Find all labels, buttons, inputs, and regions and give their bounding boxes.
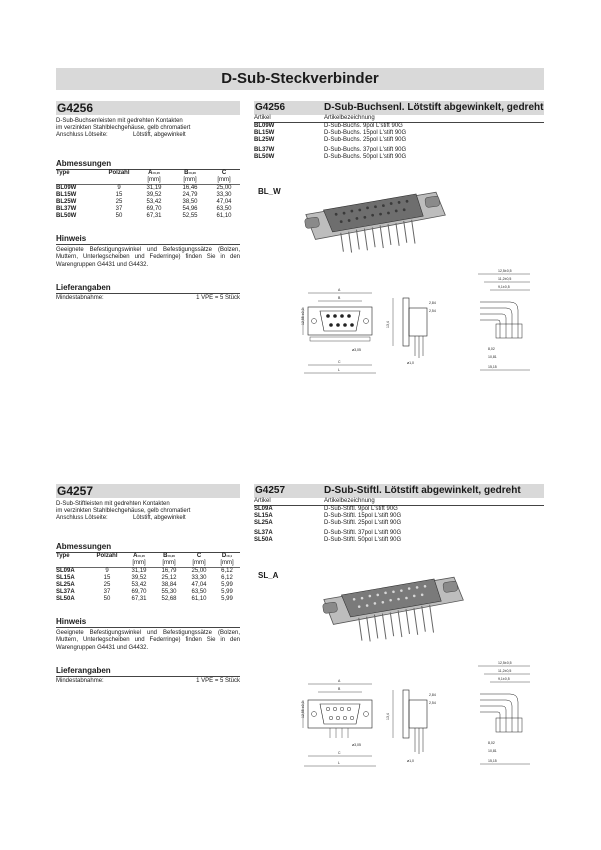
type-cell: BL50W (56, 213, 77, 219)
connector-photo-bl-w (300, 195, 450, 255)
dim-label-a: A (338, 679, 341, 683)
article-number: BL15W (254, 130, 275, 136)
dimensions-heading: Abmessungen (56, 159, 240, 170)
dimension-row (56, 199, 240, 206)
value-cell: 38,50 (182, 199, 198, 205)
article-table (254, 498, 544, 544)
description-line: im verzinkten Stahlblechgehäuse, gelb chromatiert (56, 508, 191, 514)
value-cell: 25 (103, 582, 111, 588)
dim-label-b: B (338, 296, 341, 300)
dim-hole-dia: ø3,05 (352, 348, 361, 352)
description-line: D-Sub-Buchsenleisten mit gedrehten Kontakten (56, 118, 183, 124)
article-row (254, 123, 544, 130)
value-cell: 39,52 (131, 575, 147, 581)
dimension-row (56, 596, 240, 603)
value-cell: 16,79 (161, 568, 177, 574)
value-cell: 54,96 (182, 206, 198, 212)
liefer-heading: Lieferangaben (56, 283, 240, 294)
type-cell: SL50A (56, 596, 75, 602)
dim-front-height: 12,55 ±0,3 (301, 308, 305, 325)
article-designation: D-Sub-Stiftl. 37pol L'stift 90G (324, 530, 402, 536)
article-code: G4256 (255, 102, 286, 113)
dimension-row (56, 568, 240, 576)
tolerance: ±0,20 (188, 171, 196, 175)
front-view-drawing-sl-a (300, 676, 380, 776)
dimension-row (56, 192, 240, 199)
col-header-polzahl: Polzahl (96, 553, 118, 559)
article-title: D-Sub-Buchsenl. Lötstift abgewinkelt, gedreht (324, 102, 544, 113)
liefer-label: Mindestabnahme: (56, 294, 104, 301)
article-number: SL25A (254, 520, 273, 526)
article-designation: D-Sub-Buchs. 15pol L'stift 90G (324, 130, 407, 136)
value-cell: 6,12 (221, 568, 233, 574)
dim-label-l: L (338, 368, 340, 372)
dim-right-mid: 11,2±0,5 (498, 277, 512, 281)
product-description (56, 501, 240, 522)
dimension-row (56, 582, 240, 589)
unit-cell: [mm] (154, 560, 184, 568)
col-header-d: D (221, 553, 227, 559)
tolerance: ±0,15 (152, 171, 160, 175)
value-cell: 69,70 (146, 206, 162, 212)
tolerance: ±0,1 (226, 554, 233, 558)
dim-right-b3: 15,15 (488, 759, 497, 763)
value-cell: 67,31 (146, 213, 162, 219)
article-row (254, 154, 544, 161)
article-list-g4256 (254, 101, 544, 161)
dim-label-a: A (338, 288, 341, 292)
type-cell: BL09W (56, 185, 77, 191)
value-cell: 50 (103, 596, 111, 602)
dim-pitch-h: 2,84 (429, 693, 436, 697)
article-designation: D-Sub-Stiftl. 9pol L'stift 90G (324, 506, 398, 512)
series-label-bl-w: BL_W (258, 187, 281, 196)
hinweis-heading: Hinweis (56, 234, 240, 245)
value-cell: 15 (103, 575, 111, 581)
value-cell: 5,99 (221, 596, 233, 602)
value-cell: 63,50 (216, 206, 232, 212)
dim-right-mid2: 9,1±0,5 (498, 677, 510, 681)
value-cell: 15 (115, 192, 123, 198)
series-label-sl-a: SL_A (258, 571, 279, 580)
dim-right-b3: 15,15 (488, 365, 497, 369)
dimension-row (56, 589, 240, 596)
article-designation: D-Sub-Buchs. 25pol L'stift 90G (324, 137, 407, 143)
value-cell: 50 (115, 213, 123, 219)
dim-right-b1: 8,02 (488, 741, 495, 745)
dim-pitch-h: 2,84 (429, 301, 436, 305)
col-header-b: B (163, 553, 168, 559)
front-view-drawing-bl-w (300, 285, 380, 385)
article-row (254, 506, 544, 513)
dim-pin-dia: ø1,0 (407, 759, 415, 763)
article-number: BL37W (254, 147, 275, 153)
value-cell: 9 (117, 185, 121, 191)
dim-right-top: 12,5±0,5 (498, 661, 512, 665)
value-cell: 47,04 (191, 582, 207, 588)
unit-cell: [mm] (124, 560, 154, 568)
value-cell: 52,55 (182, 213, 198, 219)
tolerance: ±0,15 (137, 554, 145, 558)
col-header-a: A (133, 553, 138, 559)
value-cell: 63,50 (191, 589, 207, 595)
type-cell: SL09A (56, 568, 75, 574)
dim-front-height: 12,55 ±0,3 (301, 701, 305, 718)
value-cell: 5,99 (221, 582, 233, 588)
article-row (254, 137, 544, 144)
value-cell: 16,46 (182, 185, 198, 191)
liefer-row (56, 678, 240, 685)
value-cell: 61,10 (216, 213, 232, 219)
article-number: BL09W (254, 123, 275, 129)
value-cell: 55,30 (161, 589, 177, 595)
article-number: SL50A (254, 537, 273, 543)
connection-value: Lötstift, abgewinkelt (133, 515, 186, 521)
connection-row (56, 515, 240, 522)
liefer-row (56, 295, 240, 302)
value-cell: 6,12 (221, 575, 233, 581)
article-number: BL25W (254, 137, 275, 143)
article-code: G4257 (255, 485, 286, 496)
value-cell: 67,31 (131, 596, 147, 602)
unit-cell: [mm] (172, 177, 208, 185)
dimension-row (56, 575, 240, 582)
connection-label: Anschluss Lötseite: (56, 132, 108, 138)
detail-view-drawing-sl-a (470, 660, 544, 772)
article-designation: D-Sub-Buchs. 9pol L'stift 90G (324, 123, 403, 129)
article-table (254, 115, 544, 161)
article-number: SL09A (254, 506, 273, 512)
article-title-bar (254, 101, 544, 115)
liefer-label: Mindestabnahme: (56, 677, 104, 684)
article-number: SL15A (254, 513, 273, 519)
dim-label-b: B (338, 687, 341, 691)
dim-label-c: C (338, 751, 341, 755)
article-designation: D-Sub-Stiftl. 50pol L'stift 90G (324, 537, 402, 543)
article-designation: D-Sub-Stiftl. 25pol L'stift 90G (324, 520, 402, 526)
dim-side-total: 13,4 (386, 321, 390, 328)
col-header-a: A (148, 170, 153, 176)
product-code-g4256: G4256 (56, 101, 240, 115)
dim-label-l: L (338, 761, 340, 765)
dim-right-b2: 10,81 (488, 355, 497, 359)
product-info-g4257 (56, 484, 240, 685)
col-header-b: B (184, 170, 189, 176)
article-row (254, 130, 544, 137)
article-designation: D-Sub-Buchs. 37pol L'stift 90G (324, 147, 407, 153)
article-col-header: Artikel (254, 115, 271, 121)
dimension-row (56, 185, 240, 193)
dim-pin-dia: ø1,0 (407, 361, 415, 365)
type-cell: SL15A (56, 575, 75, 581)
unit-cell: [mm] (214, 560, 240, 568)
type-cell: SL25A (56, 582, 75, 588)
value-cell: 37 (103, 589, 111, 595)
col-header-c: C (196, 553, 202, 559)
dim-side-total: 13,4 (386, 713, 390, 720)
dimensions-heading: Abmessungen (56, 542, 240, 553)
side-view-drawing-sl-a (385, 680, 445, 770)
value-cell: 25,12 (161, 575, 177, 581)
page-title: D-Sub-Steckverbinder (56, 68, 544, 90)
dim-right-b2: 10,81 (488, 749, 497, 753)
connection-row (56, 132, 240, 139)
type-cell: SL37A (56, 589, 75, 595)
tolerance: ±0,20 (167, 554, 175, 558)
value-cell: 31,19 (131, 568, 147, 574)
value-cell: 25,00 (216, 185, 232, 191)
article-row (254, 537, 544, 544)
dim-right-mid: 11,2±0,5 (498, 669, 512, 673)
product-description (56, 118, 240, 139)
hinweis-text: Geeignete Befestigungswinkel und Befestigungssätze (Bolzen, Muttern, Unterlegscheiben und Federringe) finden Sie in den Warengruppen G4431 und G4432. (56, 247, 240, 268)
col-header-type: Type (56, 553, 70, 559)
value-cell: 25 (115, 199, 123, 205)
type-cell: BL25W (56, 199, 77, 205)
connector-photo-sl-a (318, 580, 468, 650)
type-cell: BL37W (56, 206, 77, 212)
article-designation: D-Sub-Stiftl. 15pol L'stift 90G (324, 513, 402, 519)
dim-hole-dia: ø3,05 (352, 743, 361, 747)
article-row (254, 530, 544, 537)
dim-pitch-v: 2,54 (429, 701, 436, 705)
value-cell: 5,99 (221, 589, 233, 595)
article-col-header: Artikel (254, 498, 271, 504)
dimensions-table (56, 170, 240, 220)
liefer-value: 1 VPE = 5 Stück (196, 677, 240, 684)
dim-right-top: 12,5±0,5 (498, 269, 512, 273)
article-row (254, 513, 544, 520)
article-col-header: Artikelbezeichnung (324, 115, 375, 121)
value-cell: 69,70 (131, 589, 147, 595)
hinweis-heading: Hinweis (56, 617, 240, 628)
value-cell: 53,42 (131, 582, 147, 588)
unit-cell: [mm] (184, 560, 214, 568)
article-row (254, 520, 544, 527)
detail-view-drawing-bl-w (470, 268, 544, 380)
value-cell: 31,19 (146, 185, 162, 191)
value-cell: 37 (115, 206, 123, 212)
value-cell: 61,10 (191, 596, 207, 602)
dim-label-c: C (338, 360, 341, 364)
dimension-row (56, 213, 240, 220)
hinweis-text: Geeignete Befestigungswinkel und Befestigungssätze (Bolzen, Muttern, Unterlegscheiben und Federringe) finden Sie in den Warengruppen G4431 und G4432. (56, 630, 240, 651)
dimension-row (56, 206, 240, 213)
value-cell: 25,00 (191, 568, 207, 574)
dim-right-mid2: 9,1±0,5 (498, 285, 510, 289)
description-line: im verzinkten Stahlblechgehäuse, gelb chromatiert (56, 125, 191, 131)
article-designation: D-Sub-Buchs. 50pol L'stift 90G (324, 154, 407, 160)
unit-cell: [mm] (136, 177, 172, 185)
type-cell: BL15W (56, 192, 77, 198)
value-cell: 52,68 (161, 596, 177, 602)
article-number: SL37A (254, 530, 273, 536)
dim-pitch-v: 2,54 (429, 309, 436, 313)
value-cell: 47,04 (216, 199, 232, 205)
dim-right-b1: 8,02 (488, 347, 495, 351)
product-code-g4257: G4257 (56, 484, 240, 498)
description-line: D-Sub-Stiftleisten mit gedrehten Kontakten (56, 501, 170, 507)
article-title: D-Sub-Stiftl. Lötstift abgewinkelt, gedreht (324, 485, 521, 496)
col-header-type: Type (56, 170, 70, 176)
value-cell: 33,30 (216, 192, 232, 198)
value-cell: 33,30 (191, 575, 207, 581)
side-view-drawing-bl-w (385, 290, 445, 370)
value-cell: 24,79 (182, 192, 198, 198)
connection-label: Anschluss Lötseite: (56, 515, 108, 521)
col-header-polzahl: Polzahl (108, 170, 130, 176)
value-cell: 39,52 (146, 192, 162, 198)
product-info-g4256 (56, 101, 240, 302)
article-title-bar (254, 484, 544, 498)
article-number: BL50W (254, 154, 275, 160)
article-col-header: Artikelbezeichnung (324, 498, 375, 504)
value-cell: 9 (105, 568, 109, 574)
article-list-g4257 (254, 484, 544, 544)
connection-value: Lötstift, abgewinkelt (133, 132, 186, 138)
article-row (254, 147, 544, 154)
value-cell: 53,42 (146, 199, 162, 205)
dimensions-table (56, 553, 240, 603)
liefer-heading: Lieferangaben (56, 666, 240, 677)
liefer-value: 1 VPE = 5 Stück (196, 294, 240, 301)
col-header-c: C (221, 170, 227, 176)
value-cell: 38,84 (161, 582, 177, 588)
unit-cell: [mm] (208, 177, 240, 185)
